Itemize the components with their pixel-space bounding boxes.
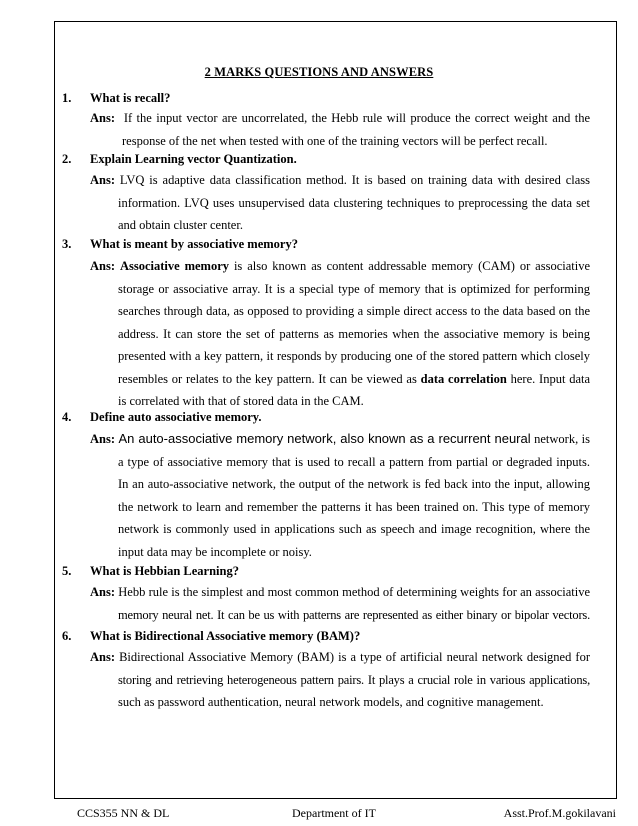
answer-line: Hebb rule is the simplest and most common method of determining weights for an associative	[118, 585, 591, 599]
answer-line: storage or associative array. It is a special type of memory that is optimized for performing	[118, 281, 590, 296]
ans-label: Ans:	[90, 259, 116, 273]
question-number: 1.	[62, 91, 72, 105]
ans-label: Ans:	[90, 650, 116, 664]
footer-course: CCS355 NN & DL	[77, 806, 170, 820]
page-title: 2 MARKS QUESTIONS AND ANSWERS	[204, 65, 434, 79]
answer-line: If the input vector are uncorrelated, the Hebb rule will produce the correct weight and the	[123, 111, 590, 125]
answer-3	[90, 257, 590, 415]
answer-6	[90, 648, 590, 716]
answer-line: storing and retrieving heterogeneous pattern pairs. It plays a crucial role in various applications,	[118, 672, 590, 687]
question-text: Explain Learning vector Quantization.	[90, 152, 297, 166]
ans-label: Ans:	[90, 585, 116, 599]
question-text: What is Hebbian Learning?	[90, 564, 239, 578]
ans-label: Ans:	[90, 111, 116, 125]
answer-line: is correlated with that of stored data in the CAM.	[118, 394, 364, 408]
answer-line: and obtain cluster center.	[118, 218, 243, 232]
answer-line: address. It can store the set of patterns as memories when the associative memory is being	[118, 326, 590, 341]
answer-line: input data may be incomplete or noisy.	[118, 544, 312, 559]
answer-line: Bidirectional Associative Memory (BAM) is a type of artificial neural network designed for	[119, 650, 590, 664]
answer-1	[90, 109, 590, 154]
footer-department: Department of IT	[292, 806, 376, 820]
answer-line: information. LVQ uses unsupervised data clustering techniques to preprocessing the data set	[118, 195, 590, 210]
answer-line: resembles or relates to the key pattern. It can be viewed as	[118, 371, 417, 386]
answer-line: here. Input data	[510, 371, 591, 386]
answer-line: such as password authentication, neural network models, and cognitive management.	[118, 695, 544, 709]
answer-line: a type of associative memory that is used to recall a pattern from partial or degraded inputs.	[118, 454, 590, 469]
ans-label: Ans:	[90, 432, 116, 446]
answer-line: searches through data, as opposed to providing a simple direct access to the data based on the	[118, 304, 590, 318]
ans-label: Ans:	[90, 173, 116, 187]
answer-line: network is commonly used in applications such as speech and image recognition, where the	[118, 522, 590, 536]
answer-line: In an auto-associative network, the output of the network is fed back into the input, allowing	[118, 477, 590, 491]
question-number: 2.	[62, 152, 72, 166]
question-text: What is recall?	[90, 91, 171, 105]
question-text: What is meant by associative memory?	[90, 237, 298, 251]
answer-4	[90, 430, 590, 565]
question-number: 6.	[62, 629, 72, 643]
answer-line: is also known as content addressable memory (CAM) or associative	[233, 259, 591, 273]
answer-line: response of the net when tested with one of the training vectors will be perfect recall.	[122, 133, 548, 148]
question-text: Define auto associative memory.	[90, 410, 262, 424]
answer-line: presented with a key pattern, it responds by producing one of the stored pattern which closely	[118, 349, 590, 363]
question-number: 3.	[62, 237, 72, 251]
footer-author: Asst.Prof.M.gokilavani	[503, 806, 616, 820]
bold-term: data correlation	[420, 371, 507, 386]
question-number: 5.	[62, 564, 72, 578]
question-text: What is Bidirectional Associative memory (BAM)?	[90, 629, 361, 643]
question-number: 4.	[62, 410, 72, 424]
bold-term: Associative memory	[119, 259, 230, 273]
answer-2	[90, 171, 590, 239]
answer-line: An auto-associative memory network, also known as a recurrent neural	[118, 431, 531, 446]
answer-line: network, is	[534, 432, 591, 446]
answer-line: the network to learn and remember the patterns it has been trained on. This type of memory	[118, 499, 590, 514]
answer-line: memory neural net. It can be us with patterns are represented as either binary or bipolar vectors.	[118, 607, 590, 622]
answer-line: LVQ is adaptive data classification method. It is based on training data with desired class	[119, 173, 590, 187]
answer-5	[90, 583, 590, 628]
